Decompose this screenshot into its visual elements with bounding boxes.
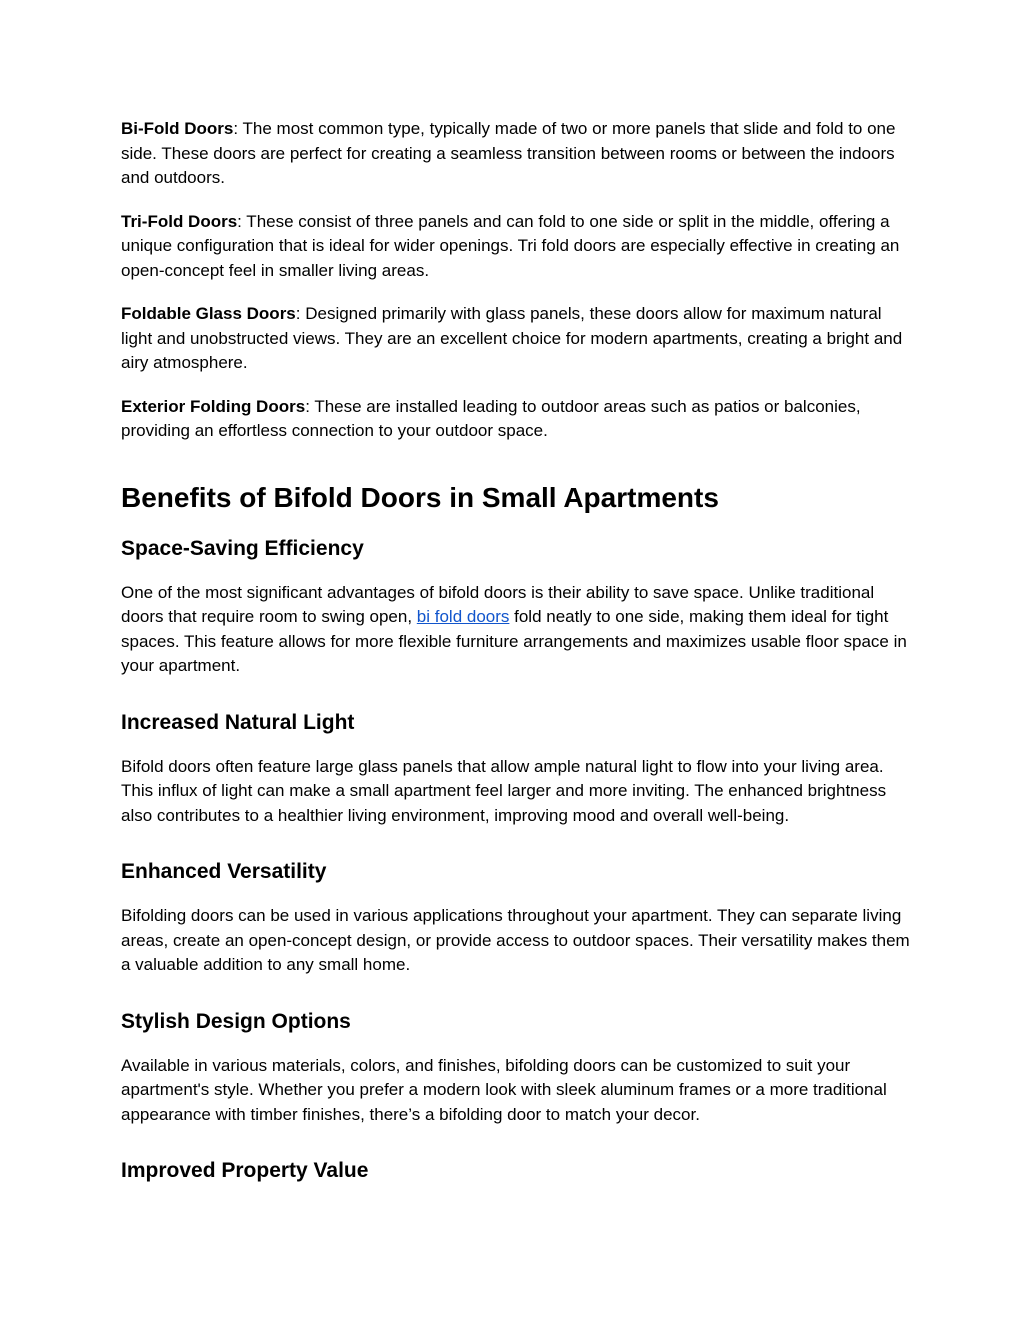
- type-term: Foldable Glass Doors: [121, 304, 296, 323]
- design-options-paragraph: Available in various materials, colors, and finishes, bifolding doors can be customized to suit your apartment's style. Whether you prefer a modern look with sleek aluminum frames or a more traditional appearance with timber finishes, there’s a bifolding door to match your decor.: [121, 1055, 887, 1124]
- benefits-heading: Benefits of Bifold Doors in Small Apartments: [121, 481, 719, 513]
- bi-fold-doors-link[interactable]: bi fold doors: [416, 607, 510, 626]
- type-description: : Designed primarily with glass panels, these doors allow for maximum natural light and unobstructed views. They are an excellent choice for modern apartments, creating a bright and airy atmosphere.: [121, 304, 903, 372]
- space-saving-heading: Space-Saving Efficiency: [121, 536, 364, 560]
- document-page: [121, 117, 911, 1203]
- design-options-heading: Stylish Design Options: [121, 1009, 351, 1033]
- type-term: Exterior Folding Doors: [121, 396, 306, 416]
- type-description: : These are installed leading to outdoor areas such as patios or balconies, providing an effortless connection to your outdoor space.: [121, 396, 861, 440]
- versatility-paragraph: Bifolding doors can be used in various applications throughout your apartment. They can separate living areas, create an open-concept design, or provide access to outdoor spaces. Their versatility makes them a valuable addition to any small home.: [121, 906, 910, 974]
- type-term: Tri-Fold Doors: [121, 211, 238, 231]
- property-value-heading: Improved Property Value: [121, 1159, 369, 1182]
- natural-light-heading: Increased Natural Light: [121, 710, 355, 734]
- type-term: Bi-Fold Doors: [121, 119, 234, 138]
- space-saving-paragraph: [121, 581, 911, 679]
- space-saving-text-after: fold neatly to one side, making them ideal for tight spaces. This feature allows for more flexible furniture arrangements and maximizes usable floor space in your apartment.: [121, 607, 907, 675]
- type-tri-fold-paragraph: [121, 210, 911, 284]
- space-saving-text-before: One of the most significant advantages of bifold doors is their ability to save space. Unlike traditional doors that require room to swing open,: [121, 582, 875, 626]
- type-description: : These consist of three panels and can fold to one side or split in the middle, offering a unique configuration that is ideal for wider openings. Tri fold doors are especially effective in creating an open-concept feel in smaller living areas.: [121, 211, 900, 280]
- type-exterior-paragraph: [121, 395, 911, 444]
- versatility-heading: Enhanced Versatility: [121, 860, 327, 883]
- type-glass-paragraph: [121, 302, 911, 376]
- type-description: : The most common type, typically made of two or more panels that slide and fold to one side. These doors are perfect for creating a seamless transition between rooms or between the indoors and outdoors.: [121, 119, 896, 187]
- natural-light-paragraph: Bifold doors often feature large glass panels that allow ample natural light to flow into your living area. This influx of light can make a small apartment feel larger and more inviting. The enhanced brightness also contributes to a healthier living environment, improving mood and overall well-being.: [121, 756, 887, 825]
- type-bi-fold-paragraph: [121, 117, 911, 191]
